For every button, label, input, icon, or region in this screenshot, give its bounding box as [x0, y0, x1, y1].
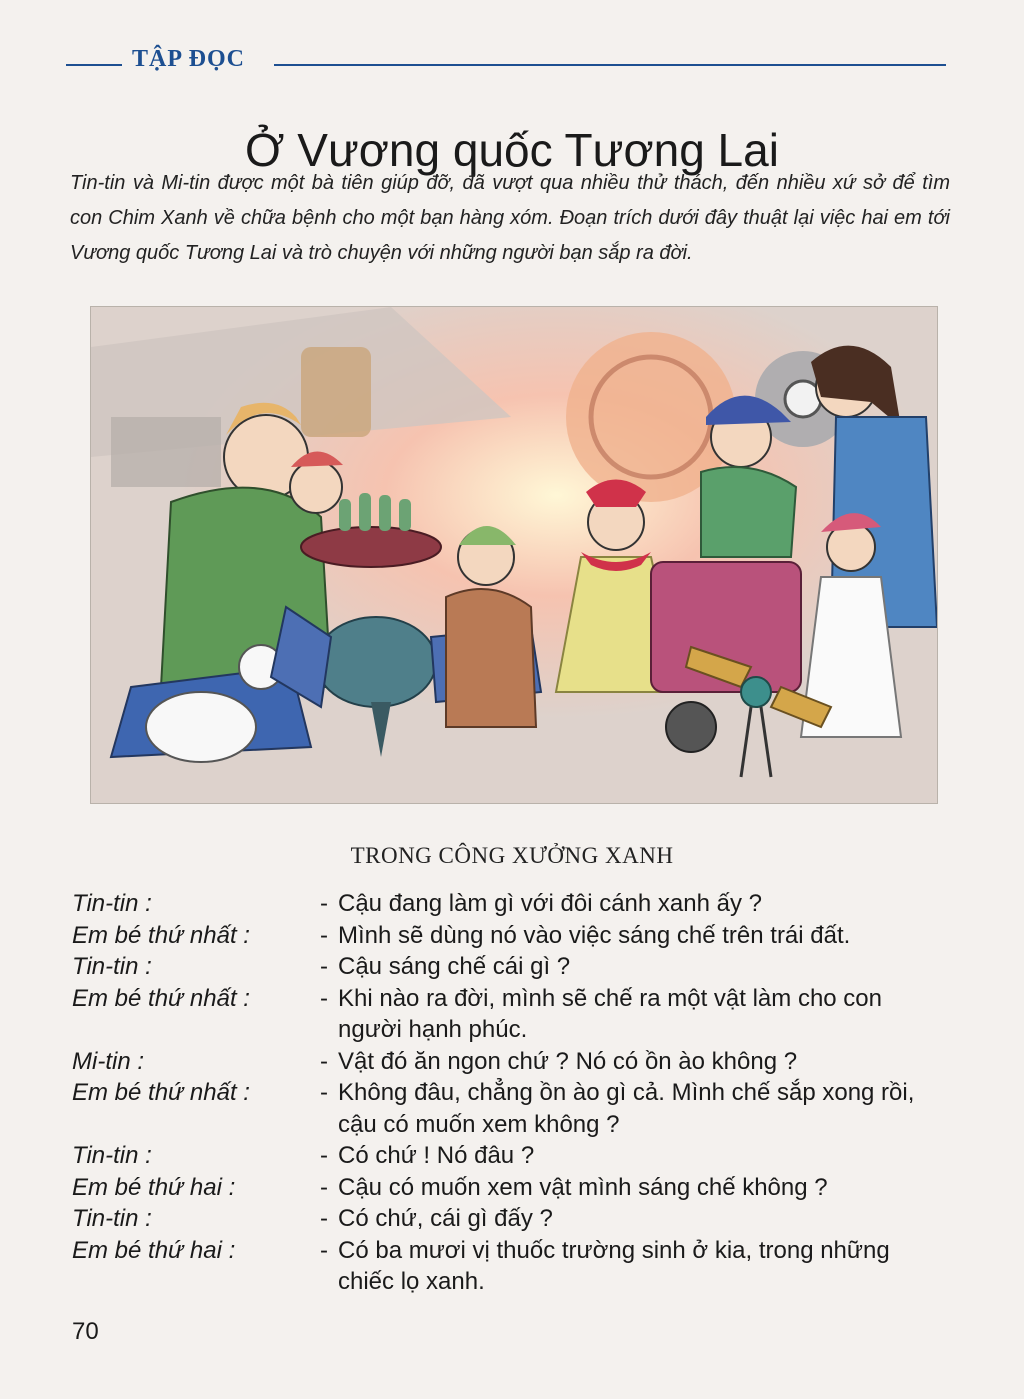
page-number: 70	[72, 1318, 99, 1345]
speech: Có chứ, cái gì đấy ?	[338, 1205, 553, 1232]
speaker: Em bé thứ hai :	[72, 1173, 236, 1201]
speech: Cậu có muốn xem vật mình sáng chế không ?	[338, 1173, 828, 1201]
speech: Không đâu, chẳng ồn ào gì cả. Mình chế sắp xong rồi, cậu có muốn xem không ?	[338, 1079, 915, 1138]
header-rule-right	[274, 64, 946, 66]
header-rule-left	[66, 64, 122, 66]
lesson-title: Ở Vương quốc Tương Lai	[245, 123, 779, 176]
speech: Vật đó ăn ngon chứ ? Nó có ồn ào không ?	[338, 1047, 798, 1075]
speaker: Em bé thứ nhất :	[72, 984, 250, 1012]
dialogue-line: Tin-tin : - Có chứ ! Nó đâu ?	[72, 1140, 952, 1172]
workshop-illustration	[90, 306, 938, 804]
speaker: Em bé thứ hai :	[72, 1236, 236, 1264]
scene-heading: TRONG CÔNG XƯỞNG XANH	[350, 843, 674, 868]
dialogue-line: Tin-tin : - Cậu đang làm gì với đôi cánh xanh ấy ?	[72, 888, 952, 920]
dialogue-line: Em bé thứ nhất : - Mình sẽ dùng nó vào việc sáng chế trên trái đất.	[72, 920, 952, 952]
section-label: TẬP ĐỌC	[132, 46, 246, 72]
dialogue	[72, 888, 952, 1298]
speaker: Tin-tin :	[72, 1205, 152, 1232]
speech: Cậu đang làm gì với đôi cánh xanh ấy ?	[338, 890, 762, 917]
dialogue-line: Mi-tin : - Vật đó ăn ngon chứ ? Nó có ồn ào không ?	[72, 1046, 952, 1078]
section-header	[66, 44, 946, 80]
speaker: Em bé thứ nhất :	[72, 921, 250, 949]
speech: Khi nào ra đời, mình sẽ chế ra một vật làm cho con người hạnh phúc.	[338, 984, 882, 1043]
dialogue-line: Em bé thứ hai : - Cậu có muốn xem vật mình sáng chế không ?	[72, 1172, 952, 1204]
dialogue-line: Em bé thứ hai : - Có ba mươi vị thuốc trường sinh ở kia, trong những chiếc lọ xanh.	[72, 1235, 952, 1298]
dialogue-line: Tin-tin : - Cậu sáng chế cái gì ?	[72, 951, 952, 983]
intro-paragraph: Tin-tin và Mi-tin được một bà tiên giúp đỡ, đã vượt qua nhiều thử thách, đến nhiều xứ sở để tìm con Chim Xanh về chữa bệnh cho một bạn hàng xóm. Đoạn trích dưới đây thuật lại việc hai em tới Vương quốc Tương Lai và trò chuyện với những người bạn sắp ra đời.	[70, 172, 950, 264]
speaker: Tin-tin :	[72, 1142, 152, 1169]
speech: Có ba mươi vị thuốc trường sinh ở kia, trong những chiếc lọ xanh.	[338, 1236, 890, 1295]
speaker: Em bé thứ nhất :	[72, 1079, 250, 1106]
dialogue-line: Em bé thứ nhất : - Không đâu, chẳng ồn ào gì cả. Mình chế sắp xong rồi, cậu có muốn xem không ?	[72, 1077, 952, 1140]
speech: Cậu sáng chế cái gì ?	[338, 953, 571, 980]
speaker: Tin-tin :	[72, 890, 152, 917]
speech: Có chứ ! Nó đâu ?	[338, 1142, 535, 1169]
speech: Mình sẽ dùng nó vào việc sáng chế trên trái đất.	[338, 921, 851, 949]
dialogue-line: Tin-tin : - Có chứ, cái gì đấy ?	[72, 1203, 952, 1235]
speaker: Tin-tin :	[72, 953, 152, 980]
dialogue-line: Em bé thứ nhất : - Khi nào ra đời, mình sẽ chế ra một vật làm cho con người hạnh phúc.	[72, 983, 952, 1046]
speaker: Mi-tin :	[72, 1047, 144, 1075]
